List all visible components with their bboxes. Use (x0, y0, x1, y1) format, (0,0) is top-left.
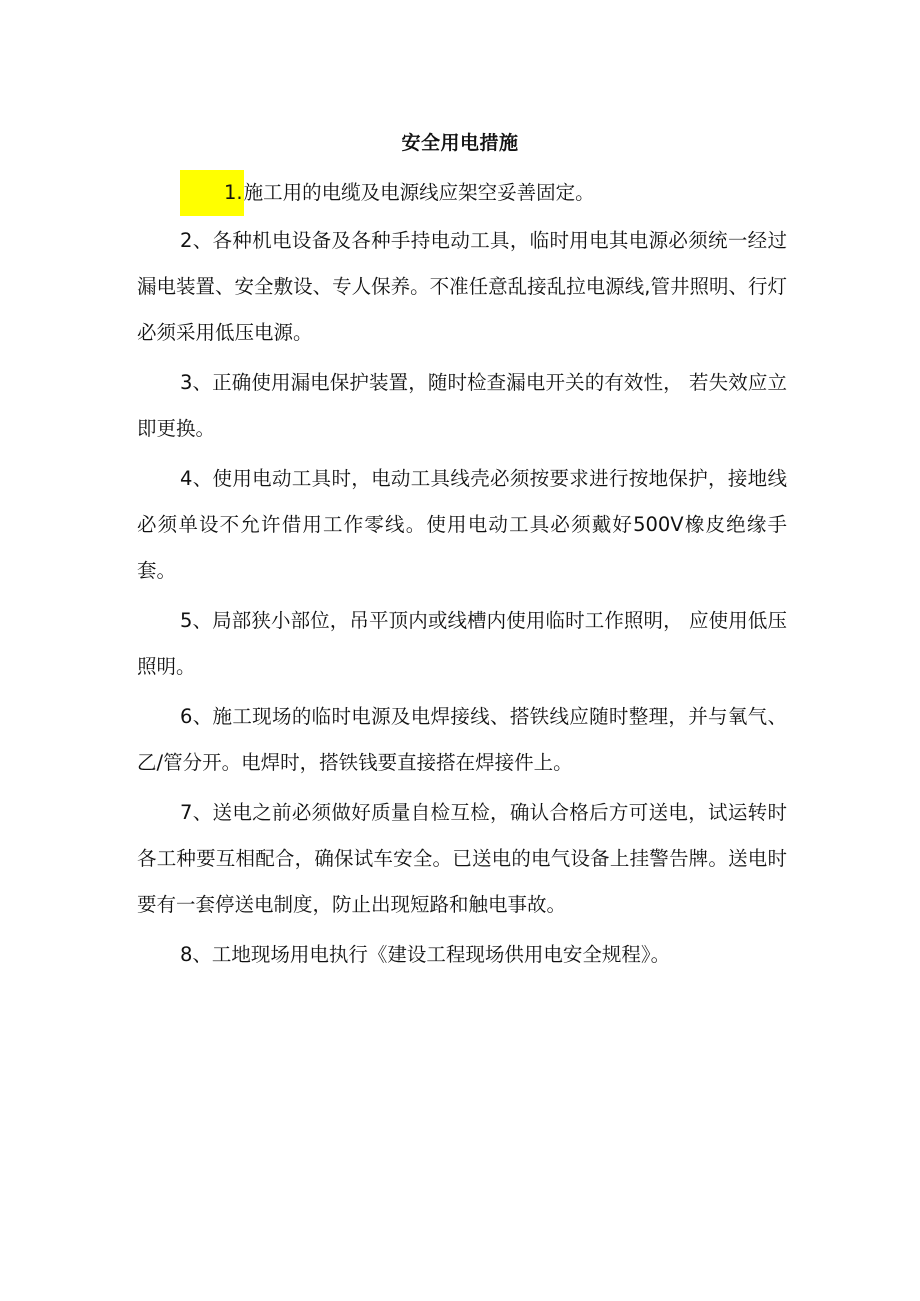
document-body (137, 170, 787, 982)
list-item (137, 170, 787, 216)
list-item: 4、使用电动工具时，电动工具线壳必须按要求进行按地保护，接地线必须单设不允许借用工作零线。使用电动工具必须戴好500V橡皮绝缘手套。 (137, 467, 787, 582)
highlighted-number: 1. (180, 170, 244, 216)
list-item: 8、工地现场用电执行《建设工程现场供用电安全规程》。 (180, 943, 671, 966)
list-item: 6、施工现场的临时电源及电焊接线、搭铁线应随时整理，并与氧气、乙/管分开。电焊时，搭铁钱要直接搭在焊接件上。 (137, 705, 787, 774)
list-item: 2、各种机电设备及各种手持电动工具，临时用电其电源必须统一经过漏电装置、安全敷设、专人保养。不准任意乱接乱拉电源线,管井照明、行灯必须采用低压电源。 (137, 229, 787, 344)
list-item-text: 施工用的电缆及电源线应架空妥善固定。 (243, 181, 595, 204)
document-title: 安全用电措施 (401, 132, 519, 154)
list-item: 5、局部狭小部位，吊平顶内或线槽内使用临时工作照明， 应使用低压照明。 (137, 609, 787, 678)
list-item: 7、送电之前必须做好质量自检互检，确认合格后方可送电，试运转时各工种要互相配合，确保试车安全。已送电的电气设备上挂警告牌。送电时要有一套停送电制度，防止出现短路和触电事故。 (137, 801, 787, 916)
list-item: 3、正确使用漏电保护装置，随时检查漏电开关的有效性， 若失效应立即更换。 (137, 371, 787, 440)
